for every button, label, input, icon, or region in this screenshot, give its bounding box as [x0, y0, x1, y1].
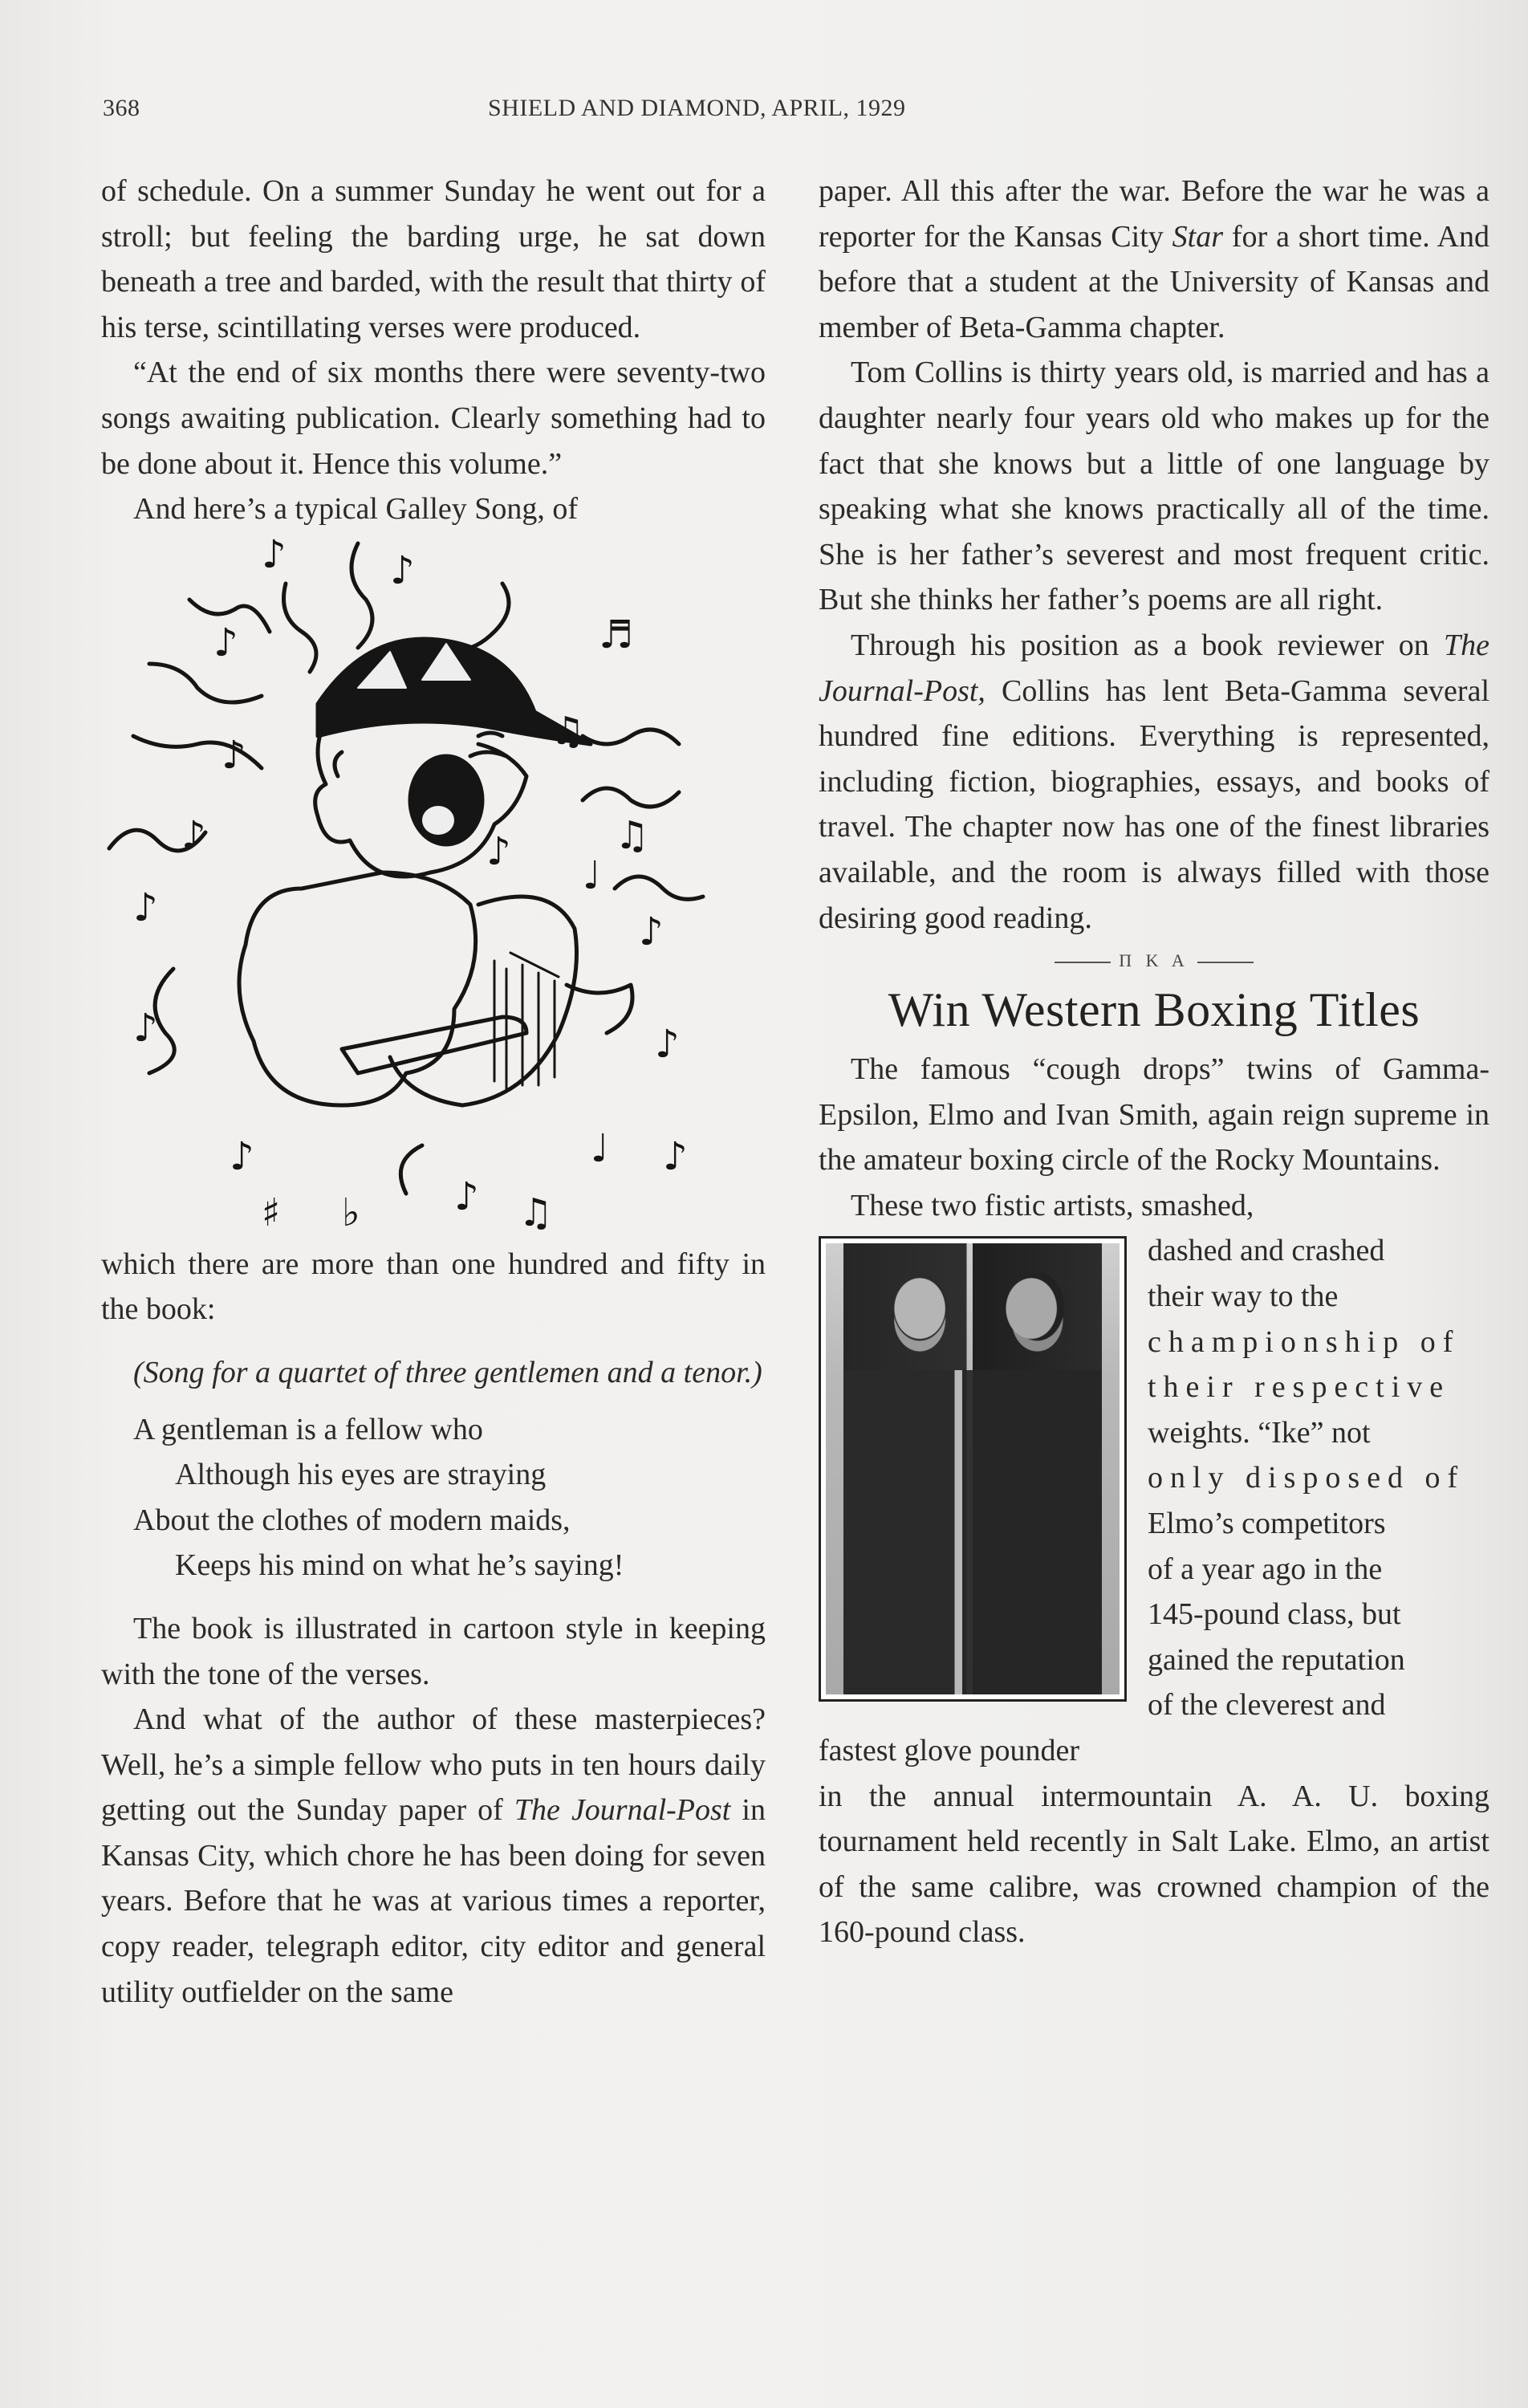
wrap-line: their respective: [1148, 1370, 1451, 1405]
paragraph: which there are more than one hundred and fifty in the book:: [101, 1247, 766, 1327]
paragraph: paper. All this after the war. Before the war he was a reporter for the Kansas City Star for a short time. And before that a student at the University of Kansas and member of Beta-Gamma chapter.: [819, 174, 1489, 344]
twins-photograph: [819, 1236, 1127, 1702]
wrap-line: championship of: [1148, 1324, 1461, 1359]
svg-text:♫: ♫: [518, 1190, 554, 1235]
publication-title: The Journal-Post: [514, 1793, 731, 1828]
running-head: [103, 95, 1483, 135]
svg-text:♩: ♩: [591, 1125, 609, 1171]
paragraph: Through his position as a book reviewer on The Journal-Post, Collins has lent Beta-Gamma several hundred fine editions. Everything is represented, including fiction, biographies, essays, and books of travel. The chapter now has one of the finest libraries available, and the room is always filled with those desiring good reading.: [819, 628, 1489, 935]
paragraph: And what of the author of these masterpieces? Well, he’s a simple fellow who puts in ten hours daily getting out the Sunday paper of The Journal-Post in Kansas City, which chore he has been doing for seven years. Before that he was at various times a reporter, copy reader, telegraph editor, city editor and general utility outfielder on the same: [101, 1702, 766, 2009]
publication-title: The Journal-Post,: [819, 628, 1489, 708]
svg-text:♪: ♪: [390, 547, 415, 593]
section-divider: [819, 947, 1489, 974]
journal-title: SHIELD AND DIAMOND, APRIL, 1929: [488, 95, 906, 121]
wrap-line: gained the reputation: [1148, 1642, 1405, 1677]
wrap-line: only disposed of: [1148, 1461, 1465, 1495]
svg-text:♯: ♯: [262, 1190, 281, 1235]
svg-text:♪: ♪: [655, 1021, 680, 1067]
svg-text:♪: ♪: [663, 1133, 688, 1179]
photo-wrap: [819, 1228, 1489, 1773]
fraternity-letters: Π K A: [1119, 950, 1189, 971]
page-number: 368: [103, 95, 140, 121]
verse-line: Keeps his mind on what he’s saying!: [175, 1548, 624, 1583]
photo-image: [826, 1243, 1120, 1694]
publication-title: Star: [1172, 219, 1223, 254]
article-headline: Win Western Boxing Titles: [888, 983, 1420, 1037]
wrap-line: dashed and crashed: [1148, 1234, 1385, 1268]
svg-text:♬: ♬: [599, 612, 634, 657]
paragraph: The famous “cough drops” twins of Gamma-Epsilon, Elmo and Ivan Smith, again reign supreme in the amateur boxing circle of the Rocky Mountains.: [819, 1052, 1489, 1178]
svg-text:♪: ♪: [230, 1133, 254, 1179]
svg-text:♪: ♪: [181, 812, 206, 858]
svg-text:♩: ♩: [583, 852, 601, 898]
paragraph: And here’s a typical Galley Song, of: [133, 492, 579, 527]
left-column: [101, 169, 766, 2015]
paragraph: in the annual intermountain A. A. U. boxing tournament held recently in Salt Lake. Elmo, an artist of the same calibre, was crowned champion of the 160-pound class.: [819, 1779, 1489, 1950]
paragraph: The book is illustrated in cartoon style in keeping with the tone of the verses.: [101, 1611, 766, 1691]
svg-text:♪: ♪: [221, 732, 246, 778]
verse-line: About the clothes of modern maids,: [133, 1503, 571, 1537]
svg-text:♫: ♫: [615, 812, 650, 858]
wrap-line: fastest glove pounder: [819, 1734, 1080, 1767]
divider-rule: [1055, 962, 1111, 963]
divider-rule: [1197, 962, 1254, 963]
svg-text:♪: ♪: [454, 1173, 479, 1219]
paragraph: These two fistic artists, smashed,: [851, 1188, 1254, 1222]
svg-text:♪: ♪: [133, 1005, 158, 1051]
wrap-line: weights. “Ike” not: [1148, 1415, 1371, 1450]
verse: [101, 1407, 766, 1588]
singing-harpist-cartoon: [101, 535, 759, 1242]
paragraph: of schedule. On a summer Sunday he went out for a stroll; but feeling the barding urge, he sat down beneath a tree and barded, with the result that thirty of his terse, scintillating verses were produced.: [101, 174, 766, 344]
svg-text:♪: ♪: [262, 535, 286, 577]
paragraph: Tom Collins is thirty years old, is married and has a daughter nearly four years old who makes up for the fact that she knows but a little of one language by speaking what she knows practically all of the time. She is her father’s severest and most frequent critic. But she thinks her father’s poems are all right.: [819, 356, 1489, 617]
wrap-line: 145-pound class, but: [1148, 1597, 1401, 1632]
svg-text:♪: ♪: [478, 660, 503, 706]
verse-line: Although his eyes are straying: [175, 1458, 547, 1492]
svg-text:♪: ♪: [213, 620, 238, 665]
paragraph: “At the end of six months there were seventy-two songs awaiting publication. Clearly something had to be done about it. Hence this volume.”: [101, 356, 766, 481]
right-column: [819, 169, 1489, 1955]
svg-text:♪: ♪: [486, 828, 511, 874]
svg-text:♪: ♪: [639, 909, 664, 954]
wrap-line: of a year ago in the: [1148, 1552, 1383, 1586]
svg-text:♪: ♪: [133, 885, 158, 930]
wrap-line: Elmo’s competitors: [1148, 1507, 1386, 1541]
wrap-line: their way to the: [1148, 1279, 1339, 1314]
svg-text:♫: ♫: [551, 708, 586, 754]
song-caption: (Song for a quartet of three gentlemen and a tenor.): [133, 1355, 762, 1389]
verse-line: A gentleman is a fellow who: [133, 1412, 483, 1446]
wrap-line: of the cleverest and: [1148, 1688, 1386, 1723]
svg-text:♭: ♭: [342, 1190, 360, 1235]
